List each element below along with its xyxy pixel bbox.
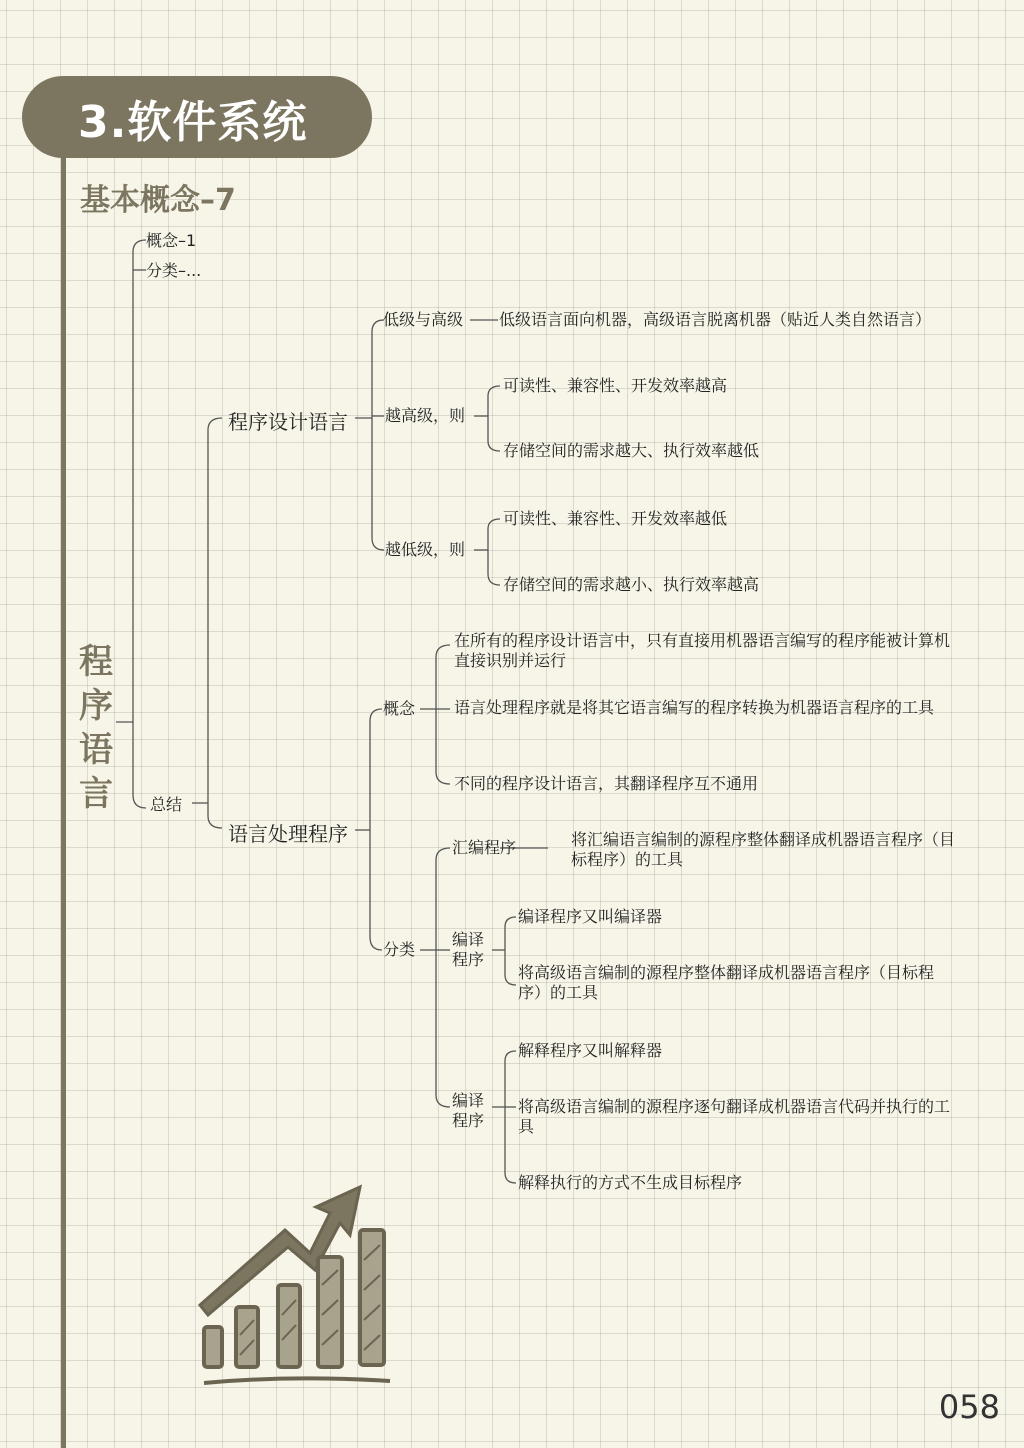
node-assembler: 汇编程序 bbox=[452, 838, 517, 857]
growth-chart-icon bbox=[190, 1175, 400, 1390]
lower-item-1: 可读性、兼容性、开发效率越低 bbox=[503, 509, 728, 528]
left-accent-bar bbox=[61, 150, 66, 1448]
compiler-item-1: 编译程序又叫编译器 bbox=[518, 907, 663, 926]
compiler-item-2: 将高级语言编制的源程序整体翻译成机器语言程序（目标程序）的工具 bbox=[518, 963, 935, 1002]
node-higher: 越高级，则 bbox=[385, 406, 466, 425]
higher-item-1: 可读性、兼容性、开发效率越高 bbox=[503, 376, 728, 395]
interpreter-item-2: 将高级语言编制的源程序逐句翻译成机器语言代码并执行的工具 bbox=[518, 1097, 951, 1136]
low-high-text: 低级语言面向机器，高级语言脱离机器（贴近人类自然语言） bbox=[499, 310, 932, 329]
node-interpreter: 编译程序 bbox=[452, 1091, 485, 1130]
root-node: 程序语言 bbox=[79, 642, 113, 814]
lp-concept-item-1: 在所有的程序设计语言中，只有直接用机器语言编写的程序能被计算机直接识别并运行 bbox=[454, 631, 951, 670]
interpreter-item-1: 解释程序又叫解释器 bbox=[518, 1041, 663, 1060]
higher-item-2: 存储空间的需求越大、执行效率越低 bbox=[503, 441, 760, 460]
node-lp-category: 分类 bbox=[383, 940, 416, 959]
node-summary: 总结 bbox=[150, 795, 183, 814]
node-concept-1: 概念–1 bbox=[146, 231, 197, 250]
assembler-text: 将汇编语言编制的源程序整体翻译成机器语言程序（目标程序）的工具 bbox=[571, 830, 956, 869]
section-subtitle: 基本概念–7 bbox=[80, 183, 236, 218]
node-compiler: 编译程序 bbox=[452, 930, 485, 969]
node-language-processor: 语言处理程序 bbox=[228, 822, 348, 846]
lp-concept-item-2: 语言处理程序就是将其它语言编写的程序转换为机器语言程序的工具 bbox=[454, 698, 935, 717]
node-category: 分类–... bbox=[146, 261, 202, 280]
node-lower: 越低级，则 bbox=[385, 540, 466, 559]
node-low-high: 低级与高级 bbox=[383, 310, 464, 329]
lp-concept-item-3: 不同的程序设计语言，其翻译程序互不通用 bbox=[454, 774, 759, 793]
lower-item-2: 存储空间的需求越小、执行效率越高 bbox=[503, 575, 760, 594]
interpreter-item-3: 解释执行的方式不生成目标程序 bbox=[518, 1173, 743, 1192]
node-lp-concept: 概念 bbox=[383, 699, 416, 718]
node-programming-language: 程序设计语言 bbox=[228, 410, 348, 434]
page-title: 3.软件系统 bbox=[78, 97, 308, 148]
page-number: 058 bbox=[938, 1388, 1000, 1426]
